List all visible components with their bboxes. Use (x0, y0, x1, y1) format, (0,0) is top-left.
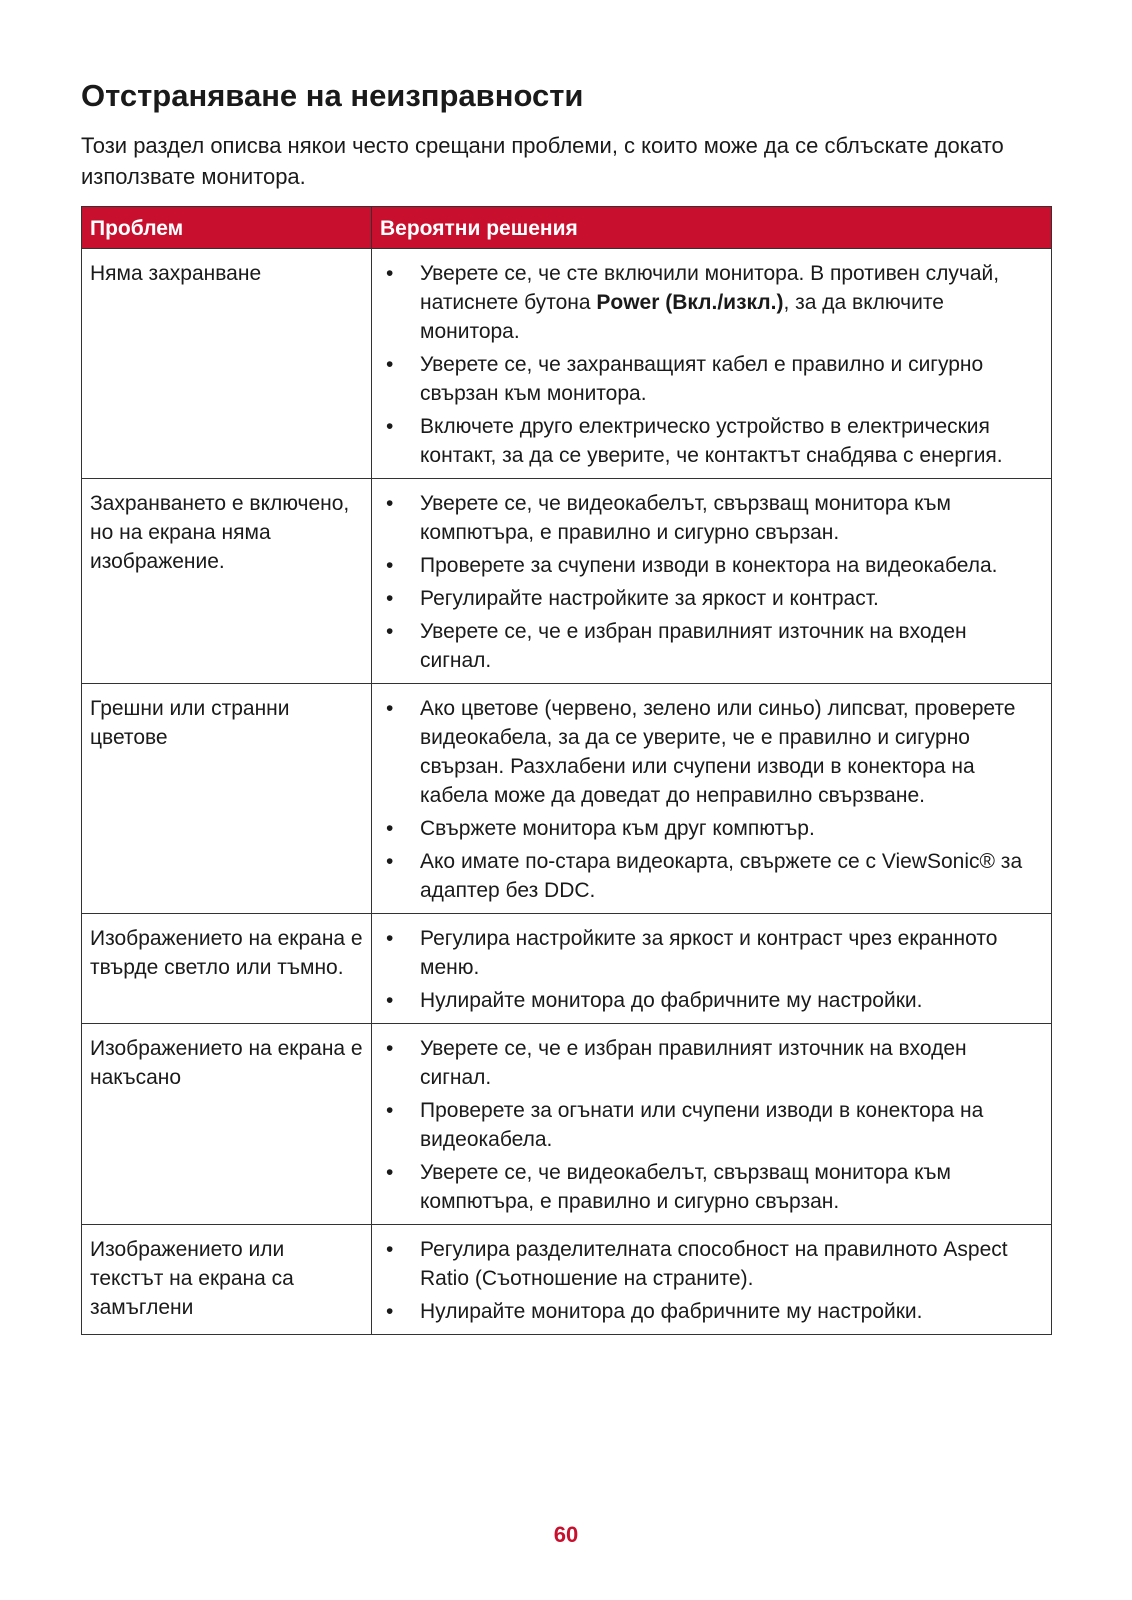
solutions-list (380, 1034, 1043, 1216)
table-header-row (82, 207, 1052, 249)
solutions-cell (372, 1024, 1052, 1225)
problem-cell: Изображението на екрана е твърде светло или тъмно. (82, 914, 372, 1024)
solutions-cell (372, 914, 1052, 1024)
intro-paragraph: Този раздел описва някои често срещани проблеми, с които може да се сблъскате докато използвате монитора. (81, 133, 1004, 189)
solution-item: • Уверете се, че видеокабелът, свързващ монитора към компютъра, е правилно и сигурно свързан. (380, 489, 1043, 547)
solution-item: • Регулирайте настройките за яркост и контраст. (380, 584, 1043, 613)
solution-text: , за да включите монитора. (420, 291, 944, 343)
solution-item: • Проверете за огънати или счупени изводи в конектора на видеокабела. (380, 1096, 1043, 1154)
solution-item: • Уверете се, че е избран правилният източник на входен сигнал. (380, 1034, 1043, 1092)
solution-item: • Уверете се, че е избран правилният източник на входен сигнал. (380, 617, 1043, 675)
table-body (82, 249, 1052, 1335)
solution-item: • Ако имате по-стара видеокарта, свържете се с ViewSonic® за адаптер без DDC. (380, 847, 1043, 905)
solution-item: • Включете друго електрическо устройство в електрическия контакт, за да се уверите, че контактът снабдява с енергия. (380, 412, 1043, 470)
solutions-list (380, 924, 1043, 1015)
solution-item: • Нулирайте монитора до фабричните му настройки. (380, 986, 1043, 1015)
problem-cell: Грешни или странни цветове (82, 684, 372, 914)
solution-item: • Проверете за счупени изводи в конектора на видеокабела. (380, 551, 1043, 580)
solutions-cell (372, 479, 1052, 684)
table-row (82, 249, 1052, 479)
table-row (82, 1225, 1052, 1335)
solution-item: • Регулира разделителната способност на правилното Aspect Ratio (Съотношение на страните). (380, 1235, 1043, 1293)
solution-item: • Регулира настройките за яркост и контраст чрез екранното меню. (380, 924, 1043, 982)
problem-cell: Изображението на екрана е накъсано (82, 1024, 372, 1225)
solution-item: • Уверете се, че видеокабелът, свързващ монитора към компютъра, е правилно и сигурно свързан. (380, 1158, 1043, 1216)
problem-cell: Захранването е включено, но на екрана няма изображение. (82, 479, 372, 684)
table-row (82, 479, 1052, 684)
solution-item: • Свържете монитора към друг компютър. (380, 814, 1043, 843)
solutions-cell (372, 684, 1052, 914)
page-number: 60 (553, 1522, 579, 1547)
solution-item (380, 259, 1043, 346)
header-problem: Проблем (82, 207, 372, 249)
solution-item: • Уверете се, че захранващият кабел е правилно и сигурно свързан към монитора. (380, 350, 1043, 408)
solutions-list (380, 1235, 1043, 1326)
table-row (82, 914, 1052, 1024)
header-solutions: Вероятни решения (372, 207, 1052, 249)
troubleshooting-table (81, 206, 1052, 1335)
solution-item: • Ако цветове (червено, зелено или синьо) липсват, проверете видеокабела, за да се уверите, че е правилно и сигурно свързан. Разхлабени или счупени изводи в конектора на кабела може да доведат до неправилно свързване. (380, 694, 1043, 810)
table-row (82, 684, 1052, 914)
solutions-list (380, 259, 1043, 470)
solutions-cell (372, 249, 1052, 479)
solutions-cell (372, 1225, 1052, 1335)
table-row (82, 1024, 1052, 1225)
page-title: Отстраняване на неизправности (81, 78, 584, 113)
problem-cell: Изображението или текстът на екрана са замъглени (82, 1225, 372, 1335)
solutions-list (380, 489, 1043, 675)
solution-item: • Нулирайте монитора до фабричните му настройки. (380, 1297, 1043, 1326)
button-name-emphasis: Power (Вкл./изкл.) (596, 291, 784, 314)
problem-cell: Няма захранване (82, 249, 372, 479)
solution-text: Уверете се, че сте включили монитора. В противен случай, натиснете бутона (420, 262, 1000, 314)
solutions-list (380, 694, 1043, 905)
